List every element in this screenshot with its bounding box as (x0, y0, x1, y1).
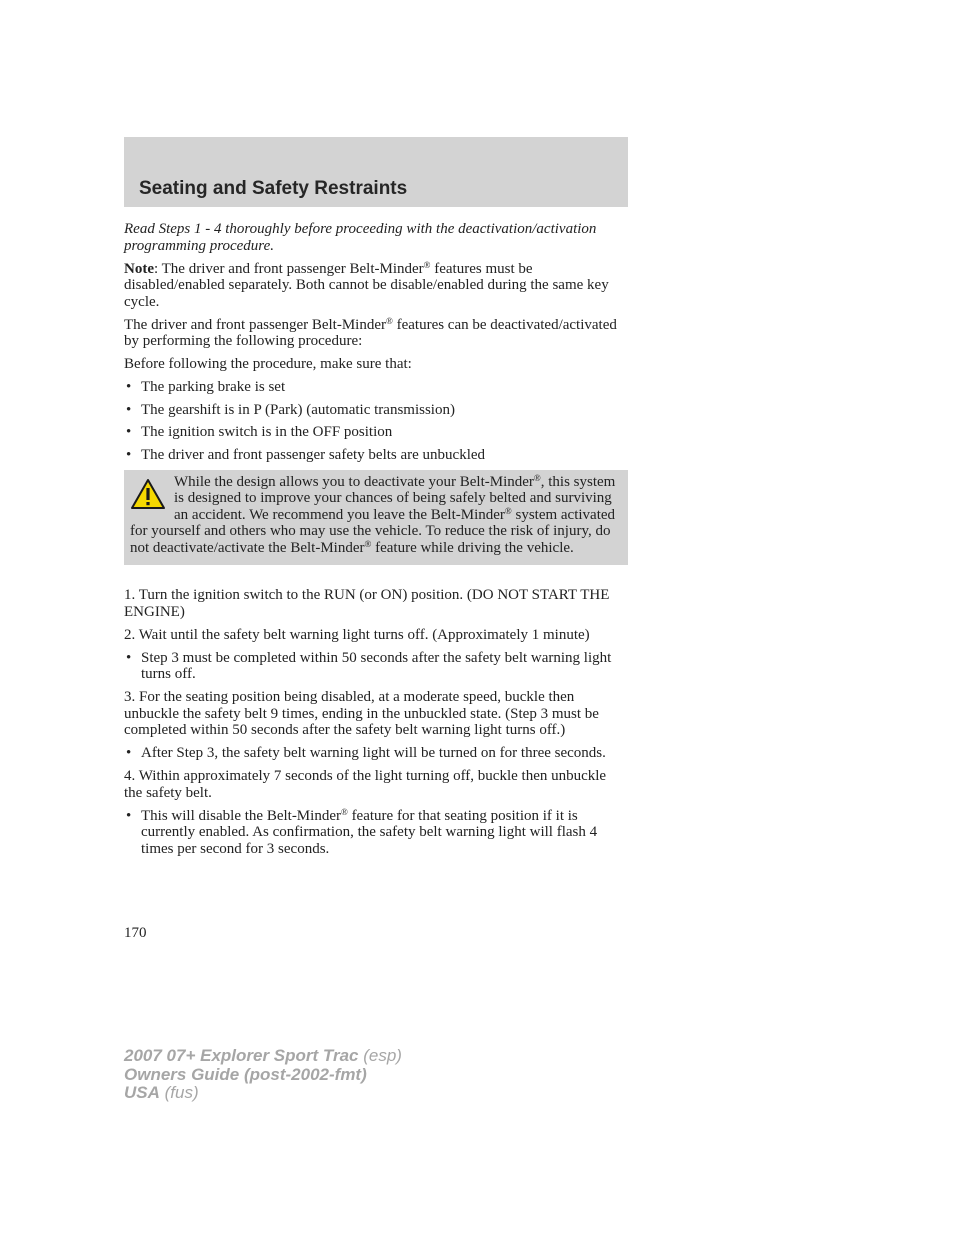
step-3-notes (124, 745, 628, 762)
page-content (124, 221, 628, 864)
footer-line-1 (124, 1047, 402, 1066)
step-2: 2. Wait until the safety belt warning light turns off. (Approximately 1 minute) (124, 626, 590, 643)
footer-market: USA (124, 1083, 160, 1102)
list-item: • Step 3 must be completed within 50 seconds after the safety belt warning light turns off. (124, 650, 628, 683)
warning-triangle-icon (130, 478, 166, 510)
note-label: Note (124, 260, 154, 277)
footer-model: 2007 07+ Explorer Sport Trac (124, 1046, 359, 1065)
note-paragraph (124, 261, 628, 311)
step-4-note-text-a: This will disable the Belt-Minder (141, 807, 341, 824)
step-2-notes (124, 650, 628, 683)
warning-text (130, 474, 622, 557)
registered-mark: ® (504, 505, 512, 516)
step-1: 1. Turn the ignition switch to the RUN (or ON) position. (DO NOT START THE ENGINE) (124, 587, 610, 620)
footer-guide: Owners Guide (post-2002-fmt) (124, 1064, 367, 1084)
registered-mark: ® (340, 806, 348, 817)
warning-text-seg4: feature while driving the vehicle. (371, 539, 574, 556)
footer-line-3 (124, 1084, 402, 1103)
list-item (124, 808, 628, 858)
page-number: 170 (124, 925, 147, 941)
footer-model-code: (esp) (358, 1046, 402, 1065)
note-text-a: : The driver and front passenger Belt-Minder (154, 260, 424, 277)
footer-market-code: (fus) (159, 1083, 199, 1102)
step-4: 4. Within approximately 7 seconds of the light turning off, buckle then unbuckle the safety belt. (124, 768, 607, 801)
step-3: 3. For the seating position being disabled, at a moderate speed, buckle then unbuckle the safety belt 9 times, ending in the unbuckled state. (Step 3 must be completed within 50 seconds after the safety belt warning light turns off.) (124, 689, 599, 738)
section-header-band (124, 137, 628, 207)
warning-text-seg2: , this system is designed to improve your chances of being safely belted and surviving an accident. We recommend you leave the Belt-Minder (174, 473, 616, 523)
section-title: Seating and Safety Restraints (139, 178, 408, 199)
deactivate-text-a: The driver and front passenger Belt-Minder (124, 316, 386, 333)
warning-text-seg3: system activated for yourself and others who may use the vehicle. To reduce the risk of injury, do not deactivate/activate the Belt-Minder (130, 506, 616, 556)
registered-mark: ® (423, 259, 431, 270)
note-text-b: features must be disabled/enabled separately. Both cannot be disable/enabled during the same key cycle. (124, 260, 609, 310)
registered-mark: ® (533, 472, 541, 483)
registered-mark: ® (386, 315, 393, 326)
list-item: • The gearshift is in P (Park) (automatic transmission) (124, 402, 628, 419)
deactivate-paragraph (124, 317, 628, 350)
deactivate-text-b: features can be deactivated/activated by performing the following procedure: (124, 316, 617, 349)
before-paragraph: Before following the procedure, make sure that: (124, 356, 412, 372)
step-4-note-text-b: feature for that seating position if it is currently enabled. As confirmation, the safety belt warning light will flash 4 times per second for 3 seconds. (141, 807, 598, 857)
warning-box (124, 470, 628, 566)
list-item: • After Step 3, the safety belt warning light will be turned on for three seconds. (124, 745, 628, 762)
list-item: • The ignition switch is in the OFF position (124, 424, 628, 441)
footer-line-2 (124, 1066, 402, 1085)
conditions-list (124, 379, 628, 463)
step-4-notes (124, 808, 628, 858)
list-item: • The parking brake is set (124, 379, 628, 396)
document-footer (124, 1047, 402, 1103)
warning-text-seg1: While the design allows you to deactivate your Belt-Minder (174, 473, 534, 490)
registered-mark: ® (364, 538, 372, 549)
intro-instruction: Read Steps 1 - 4 thoroughly before proceeding with the deactivation/activation programming procedure. (124, 221, 597, 254)
list-item: • The driver and front passenger safety belts are unbuckled (124, 447, 628, 464)
